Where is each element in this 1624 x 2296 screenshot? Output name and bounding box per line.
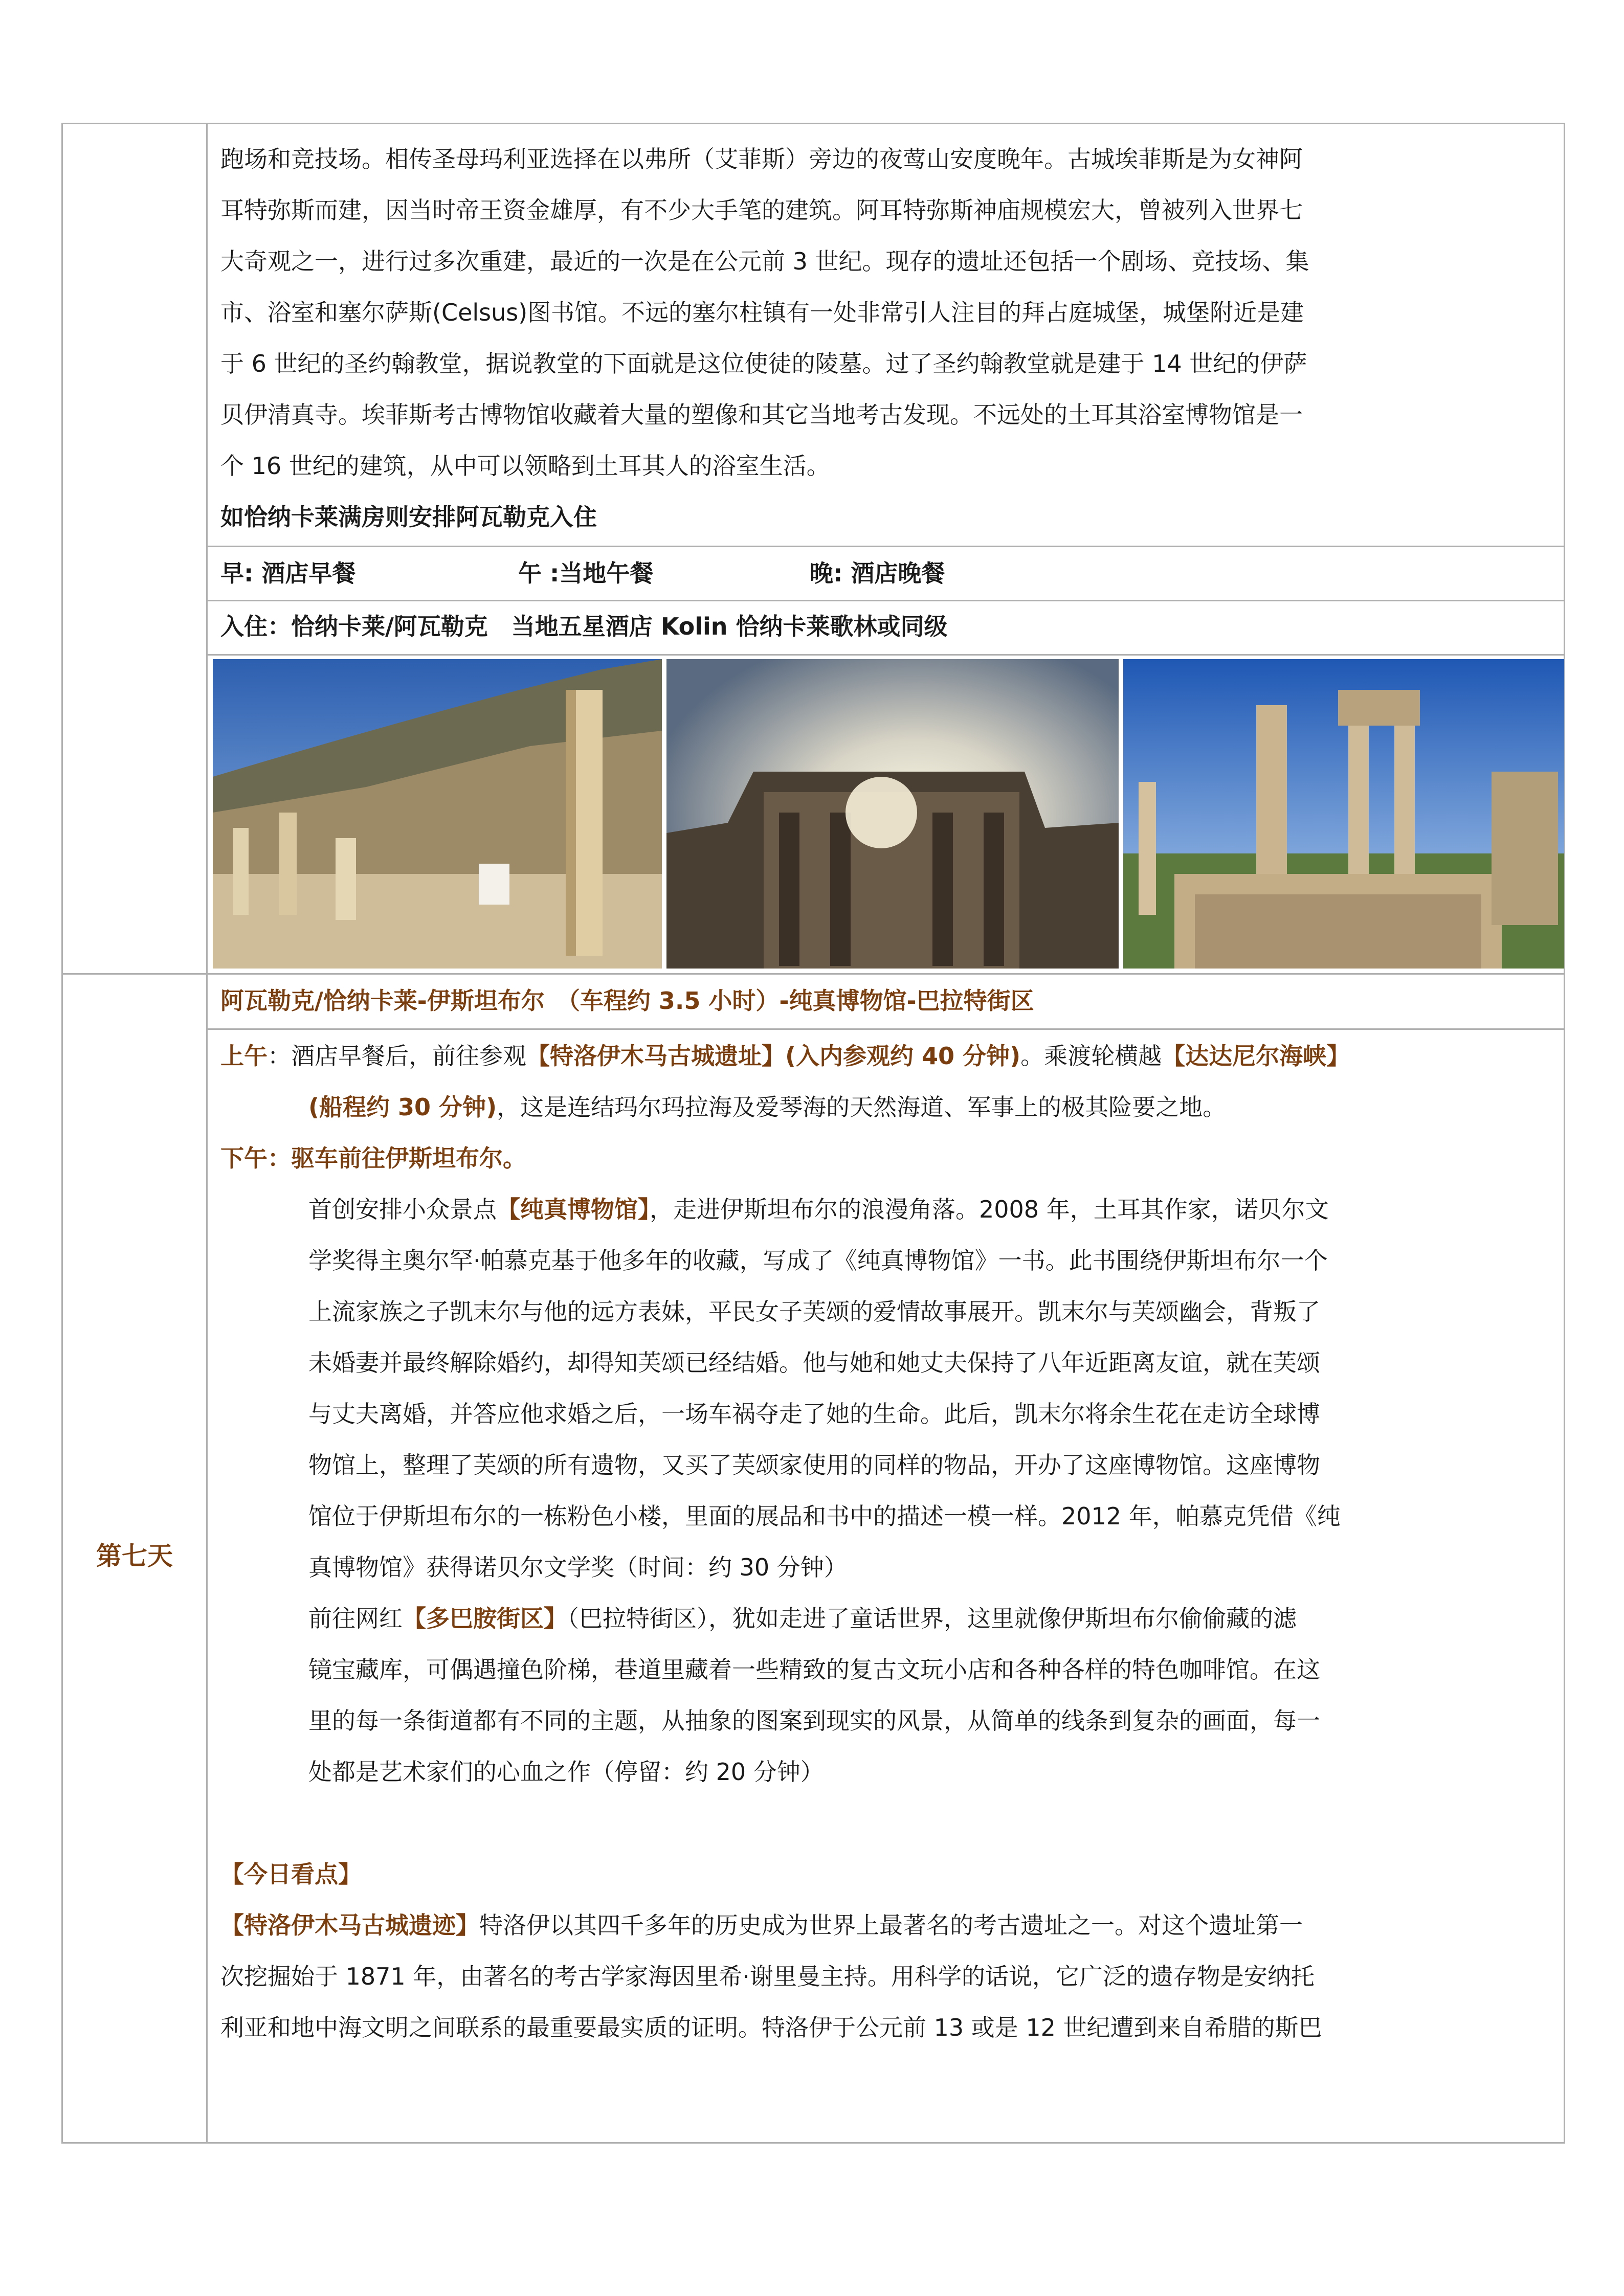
column-divider: [206, 124, 208, 2142]
museum-text: 首创安排小众景点: [308, 1196, 497, 1223]
afternoon-line: 下午：驱车前往伊斯坦布尔。: [220, 1144, 526, 1172]
museum-line: 未婚妻并最终解除婚约，却得知芙颂已经结婚。他与她和她丈夫保持了八年近距离友谊，就在芙颂: [308, 1349, 1320, 1377]
balat-line: 处都是艺术家们的心血之作（停留：约 20 分钟）: [308, 1758, 824, 1786]
morning-text: ，这是连结玛尔玛拉海及爱琴海的天然海道、军事上的极其险要之地。: [497, 1093, 1227, 1121]
day6-hotel: 入住：恰纳卡莱/阿瓦勒克 当地五星酒店 Kolin 恰纳卡莱歌林或同级: [220, 613, 948, 640]
row-divider: [206, 1028, 1564, 1030]
troy-intro: [220, 1900, 1303, 1951]
morning-text: 。乘渡轮横越: [1020, 1042, 1162, 1070]
ephesus-ruins-photo: [213, 659, 662, 969]
museum-text: ，走进伊斯坦布尔的浪漫角落。2008 年，土耳其作家，诺贝尔文: [650, 1196, 1329, 1223]
balat-line: 里的每一条街道都有不同的主题，从抽象的图案到现实的风景，从简单的线条到复杂的画面，每一: [308, 1707, 1320, 1735]
museum-line: 真博物馆》获得诺贝尔文学奖（时间：约 30 分钟）: [308, 1554, 848, 1581]
day6-intro-line: 于 6 世纪的圣约翰教堂，据说教堂的下面就是这位使徒的陵墓。过了圣约翰教堂就是建于 14 世纪的伊萨: [220, 350, 1307, 377]
day-label: 第七天: [96, 1541, 173, 1571]
morning-line-2: [308, 1082, 1226, 1133]
meal-lunch: 午 :当地午餐: [518, 559, 654, 587]
balat-text: （巴拉特街区），犹如走进了童话世界，这里就像伊斯坦布尔偷偷藏的滤: [567, 1605, 1297, 1632]
museum-line: 上流家族之子凯末尔与他的远方表妹，平民女子芙颂的爱情故事展开。凯末尔与芙颂幽会，背叛了: [308, 1298, 1320, 1325]
dopamine-district: 【多巴胺街区】: [403, 1605, 567, 1632]
ferry-duration: (船程约 30 分钟): [308, 1093, 497, 1121]
museum-line: 与丈夫离婚，并答应他求婚之后，一场车祸夺走了她的生命。此后，凯末尔将余生花在走访全球博: [308, 1400, 1320, 1428]
troy-line: 利亚和地中海文明之间联系的最重要最实质的证明。特洛伊于公元前 13 或是 12 世纪遭到来自希腊的斯巴: [220, 2014, 1322, 2041]
troy-ruins: 【特洛伊木马古城遗迹】: [220, 1911, 479, 1939]
museum-intro: [308, 1184, 1329, 1235]
day6-intro-line: 耳特弥斯而建，因当时帝王资金雄厚，有不少大手笔的建筑。阿耳特弥斯神庙规模宏大，曾被列入世界七: [220, 196, 1303, 224]
row-divider: [63, 973, 1564, 975]
dardanelles-strait: 【达达尼尔海峡】: [1162, 1042, 1350, 1070]
morning-line: [220, 1030, 1350, 1082]
meal-breakfast: 早: 酒店早餐: [220, 559, 356, 587]
troy-text: 特洛伊以其四千多年的历史成为世界上最著名的考古遗址之一。对这个遗址第一: [479, 1911, 1303, 1939]
balat-line: 镜宝藏库，可偶遇撞色阶梯，巷道里藏着一些精致的复古文玩小店和各种各样的特色咖啡馆。在这: [308, 1656, 1320, 1683]
highlights-title: 【今日看点】: [220, 1860, 362, 1888]
morning-prefix: 上午: [220, 1042, 268, 1070]
museum-line: 馆位于伊斯坦布尔的一栋粉色小楼，里面的展品和书中的描述一模一样。2012 年，帕慕克凭借《纯: [308, 1502, 1341, 1530]
celsus-library-photo: [666, 659, 1119, 969]
day6-intro-line: 贝伊清真寺。埃菲斯考古博物馆收藏着大量的塑像和其它当地考古发现。不远处的土耳其浴室博物馆是一: [220, 401, 1303, 429]
meal-dinner: 晚: 酒店晚餐: [810, 559, 945, 587]
day7-route: 阿瓦勒克/恰纳卡莱-伊斯坦布尔 （车程约 3.5 小时）-纯真博物馆-巴拉特街区: [220, 987, 1034, 1015]
museum-of-innocence: 【纯真博物馆】: [497, 1196, 650, 1223]
row-divider: [206, 546, 1564, 547]
balat-text: 前往网红: [308, 1605, 403, 1632]
temple-ruins-photo: [1123, 659, 1564, 969]
day6-intro-line: 跑场和竞技场。相传圣母玛利亚选择在以弗所（艾菲斯）旁边的夜莺山安度晚年。古城埃菲斯是为女神阿: [220, 145, 1303, 173]
museum-line: 物馆上，整理了芙颂的所有遗物，又买了芙颂家使用的同样的物品，开办了这座博物馆。这座博物: [308, 1451, 1320, 1479]
museum-line: 学奖得主奥尔罕·帕慕克基于他多年的收藏，写成了《纯真博物馆》一书。此书围绕伊斯坦布尔一个: [308, 1247, 1328, 1274]
morning-text: ：酒店早餐后，前往参观: [268, 1042, 526, 1070]
day6-hotel-note: 如恰纳卡莱满房则安排阿瓦勒克入住: [220, 503, 597, 531]
troy-line: 次挖掘始于 1871 年，由著名的考古学家海因里希·谢里曼主持。用科学的话说，它广泛的遗存物是安纳托: [220, 1963, 1315, 1990]
day6-intro-line: 大奇观之一，进行过多次重建，最近的一次是在公元前 3 世纪。现存的遗址还包括一个剧场、竞技场、集: [220, 247, 1309, 275]
troy-site-visit: 【特洛伊木马古城遗址】(入内参观约 40 分钟): [526, 1042, 1021, 1070]
balat-intro: [308, 1593, 1297, 1644]
row-divider: [206, 654, 1564, 656]
day6-intro-line: 市、浴室和塞尔萨斯(Celsus)图书馆。不远的塞尔柱镇有一处非常引人注目的拜占庭城堡，城堡附近是建: [220, 299, 1304, 326]
itinerary-table: [61, 123, 1565, 2144]
day6-intro-line: 个 16 世纪的建筑，从中可以领略到土耳其人的浴室生活。: [220, 452, 830, 480]
